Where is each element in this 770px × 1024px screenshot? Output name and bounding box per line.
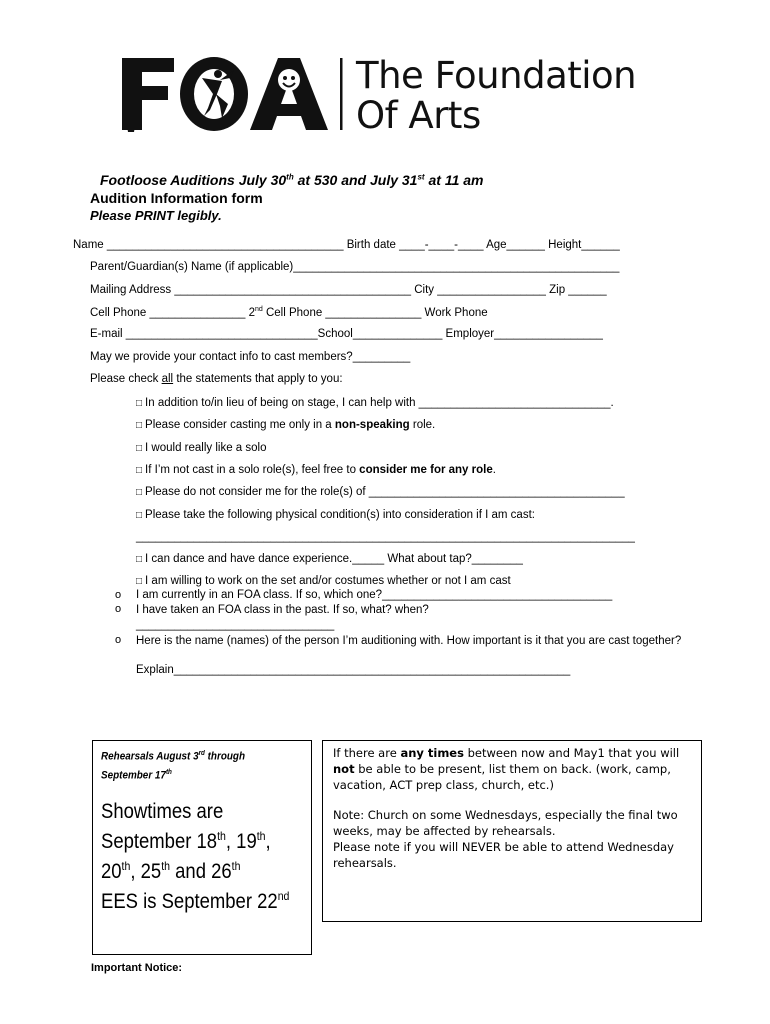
- checklist-item-dance[interactable]: □ I can dance and have dance experience._____ What about tap?________: [136, 553, 523, 565]
- checklist-item-non-speaking[interactable]: □ Please consider casting me only in a non-speaking role.: [136, 419, 436, 431]
- address-field-line[interactable]: Mailing Address _____________________________________ City _________________ Zip ______: [90, 284, 607, 296]
- bullet-icon: o: [115, 603, 122, 615]
- checkbox-icon[interactable]: □: [136, 576, 143, 587]
- checkbox-icon[interactable]: □: [136, 554, 143, 565]
- notice-paragraph-3: Please note if you will NEVER be able to attend Wednesday rehearsals.: [333, 840, 674, 870]
- letter-f: [122, 58, 174, 130]
- explain-line[interactable]: Explain______________________________________________________________: [136, 664, 571, 676]
- notice-text: [333, 745, 695, 871]
- checkbox-icon[interactable]: □: [136, 487, 143, 498]
- print-instruction: Please PRINT legibly.: [90, 208, 222, 223]
- name-field-line[interactable]: Name _____________________________________ Birth date ____-____-____ Age______ Height______: [73, 239, 620, 251]
- brand-line-1: The Foundation: [356, 54, 637, 97]
- email-field-line[interactable]: E-mail ______________________________School______________ Employer_________________: [90, 328, 603, 340]
- checkbox-icon[interactable]: □: [136, 465, 143, 476]
- checklist-item-help[interactable]: □ In addition to/in lieu of being on stage, I can help with ______________________________.: [136, 397, 614, 409]
- physical-condition-line[interactable]: ______________________________________________________________________________: [136, 531, 635, 543]
- bullet-item-past-class[interactable]: I have taken an FOA class in the past. If so, what? when?_______________________________: [136, 604, 429, 631]
- checklist-item-physical[interactable]: □ Please take the following physical condition(s) into consideration if I am cast:: [136, 509, 535, 521]
- foa-logo: [118, 54, 348, 134]
- checkbox-icon[interactable]: □: [136, 443, 143, 454]
- checkbox-icon[interactable]: □: [136, 510, 143, 521]
- bullet-item-audition-partner[interactable]: Here is the name (names) of the person I’m auditioning with. How important is it that you are cast together?: [136, 635, 682, 647]
- phone-field-line[interactable]: Cell Phone _______________ 2nd Cell Phone _______________ Work Phone: [90, 306, 488, 319]
- checklist-item-any-role[interactable]: □ If I’m not cast in a solo role(s), feel free to consider me for any role.: [136, 464, 496, 476]
- form-title: Audition Information form: [90, 190, 263, 206]
- bullet-icon: o: [115, 589, 122, 601]
- bullet-icon: o: [115, 634, 122, 646]
- checklist-item-crew[interactable]: □ I am willing to work on the set and/or costumes whether or not I am cast: [136, 575, 511, 587]
- showtimes: Showtimes are September 18th, 19th, 20th, 25th and 26th EES is September 22nd: [101, 800, 290, 913]
- notice-paragraph-2: Note: Church on some Wednesdays, especially the final two weeks, may be affected by rehearsals.: [333, 808, 678, 838]
- bullet-item-current-class[interactable]: I am currently in an FOA class. If so, which one?____________________________________: [136, 589, 613, 601]
- rehearsal-dates: Rehearsals August 3rd through September 17th: [101, 750, 246, 782]
- event-title: Footloose Auditions July 30th at 530 and July 31st at 11 am: [100, 172, 484, 188]
- ees-date: EES is September 22: [101, 890, 278, 913]
- checklist-item-solo[interactable]: □ I would really like a solo: [136, 442, 267, 454]
- notice-paragraph-1: If there are any times between now and May1 that you will not be able to be present, list them on back. (work, camp, vacation, ACT prep class, church, etc.): [333, 746, 680, 792]
- dancer-icon: [180, 57, 248, 131]
- checkbox-icon[interactable]: □: [136, 420, 143, 431]
- theater-mask-icon: [250, 58, 328, 130]
- brand-name: [356, 56, 636, 136]
- checkbox-icon[interactable]: □: [136, 398, 143, 409]
- brand-line-2: Of Arts: [356, 94, 481, 137]
- checklist-item-exclude-role[interactable]: □ Please do not consider me for the role(s) of ________________________________________: [136, 486, 625, 498]
- availability-notice-box: [322, 740, 702, 922]
- rehearsal-box: [92, 740, 312, 955]
- important-notice-label: Important Notice:: [91, 962, 183, 974]
- guardian-field-line[interactable]: Parent/Guardian(s) Name (if applicable)___________________________________________________: [90, 261, 620, 273]
- contact-share-line[interactable]: May we provide your contact info to cast members?_________: [90, 351, 411, 363]
- check-instruction: Please check all the statements that apply to you:: [90, 373, 343, 385]
